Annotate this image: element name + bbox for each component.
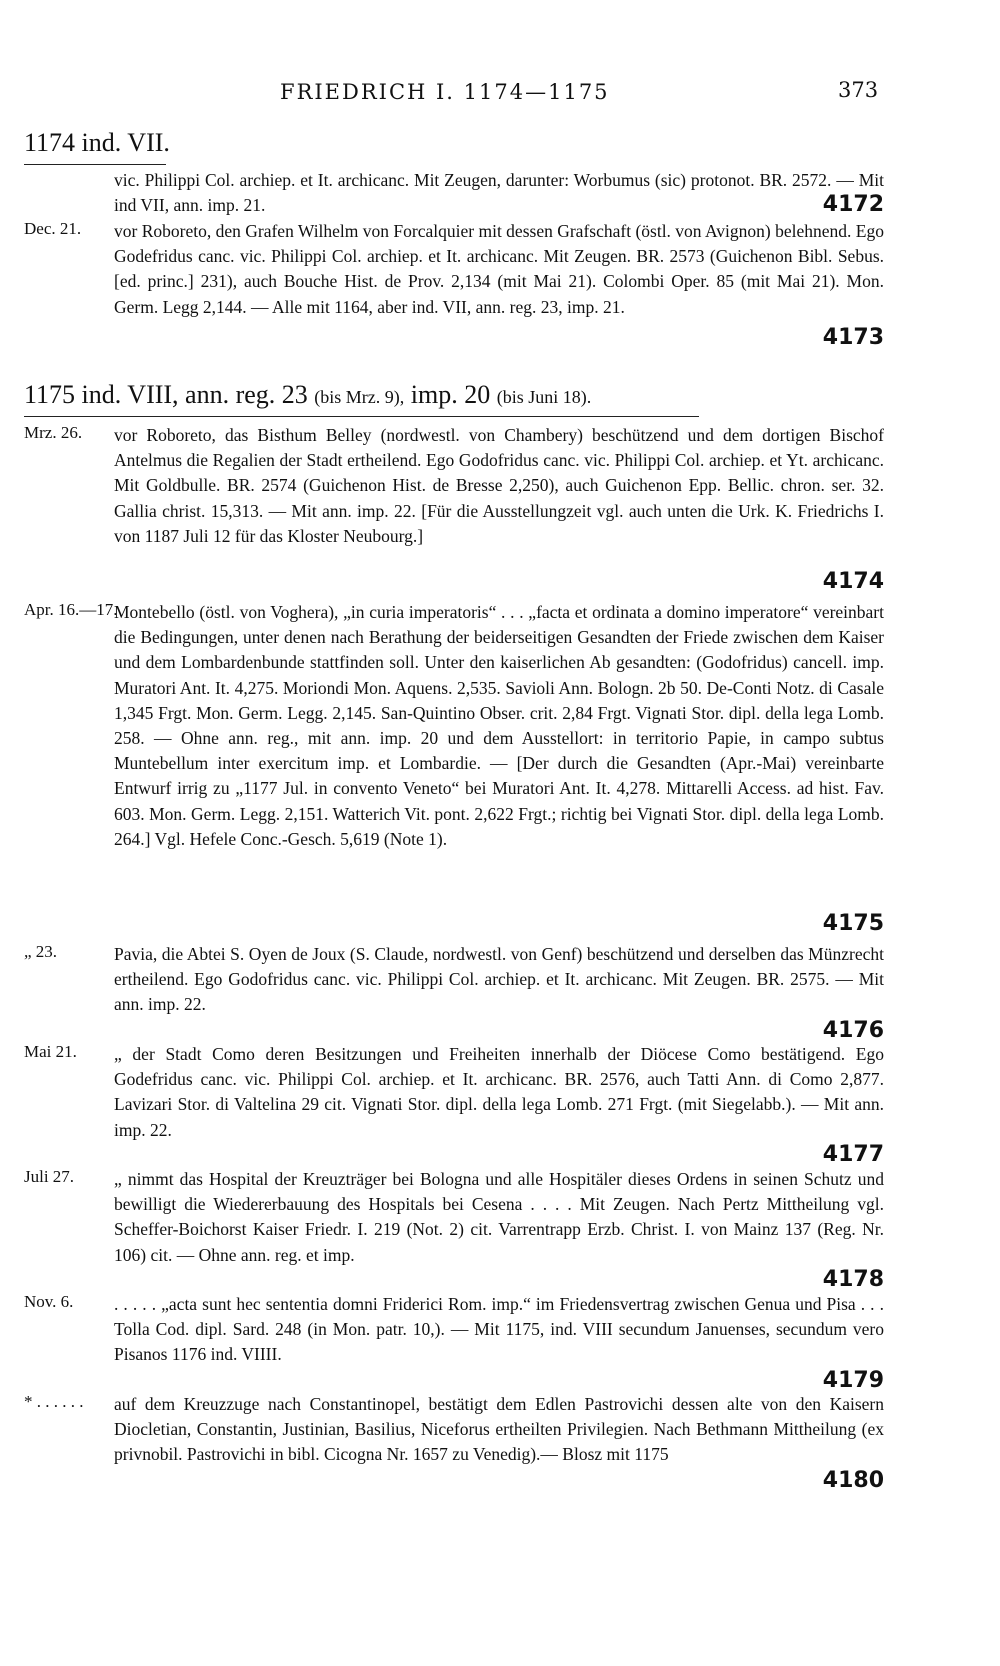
entry-text: vor Roboreto, den Grafen Wilhelm von Forcalquier mit dessen Grafschaft (östl. von Avignon) belehnend. Ego Godefridus canc. vic. Philippi Col. archiep. et It. archicanc. Mit Zeugen. BR. 2573 (Guichenon Bibl. Sebus. [ed. princ.] 231), auch Bouche Hist. de Prov. 2,134 (mit Mai 21). Colombi Oper. 85 (mit Mai 21). Mon. Germ. Legg 2,144. — Alle mit 1164, aber ind. VII, ann. reg. 23, imp. 21.	[114, 221, 884, 317]
entry-number: 4172	[822, 192, 884, 217]
entry-number: 4180	[822, 1468, 884, 1493]
entry-text: auf dem Kreuzzuge nach Constantinopel, bestätigt dem Edlen Pastrovichi dessen alte von den Kaisern Diocletian, Constantin, Justinian, Basilius, Niceforus ertheilten Privilegien. Nach Bethmann Mittheilung (ex privnobil. Pastrovichi in bibl. Cicogna Nr. 1657 zu Venedig).— Blosz mit 1175	[114, 1394, 884, 1465]
entry-date: „ 23.	[24, 942, 58, 961]
entry-date: Dec. 21.	[24, 219, 82, 238]
running-head-title: FRIEDRICH I. 1174—1175	[280, 80, 610, 104]
entry-text: „ nimmt das Hospital der Kreuzträger bei Bologna und alle Hospitäler dieses Ordens in seinen Schutz und bewilligt die Wiedererbauung des Hospitals bei Cesena . . . . Mit Zeugen. Nach Pertz Mittheilung vgl. Scheffer-Boichorst Kaiser Friedr. I. 219 (Not. 2) cit. Varrentrapp Erzb. Christ. I. von Mainz 137 (Reg. Nr. 106) cit. — Ohne ann. reg. et imp.	[114, 1169, 884, 1265]
entry-number: 4176	[822, 1018, 884, 1043]
entry-text: Montebello (östl. von Voghera), „in curia imperatoris“ . . . „facta et ordinata a domino imperatore“ vereinbart die Bedingungen, unter denen nach Berathung der beiderseitigen Gesandten der Friede zwischen dem Kaiser und dem Lombardenbunde stattfinden soll. Unter den kaiserlichen Ab gesandten: (Godofridus) cancell. imp. Muratori Ant. It. 4,275. Moriondi Mon. Aquens. 2,535. Savioli Ann. Bologn. 2b 50. De-Conti Notz. di Casale 1,345 Frgt. Mon. Germ. Legg. 2,145. San-Quintino Obser. crit. 2,84 Frgt. Vignati Stor. dipl. della lega Lomb. 258. — Ohne ann. reg., mit ann. imp. 20 und dem Ausstellort: in territorio Papie, in campo subtus Muntebellum inter exercitum imp. et Lombardie. — [Der durch die Gesandten (Apr.-Mai) vereinbarte Entwurf irrig zu „1177 Jul. in convento Veneto“ bei Muratori Ant. It. 4,278. Mittarelli Access. ad hist. Fav. 603. Mon. Germ. Legg. 2,151. Watterich Vit. pont. 2,622 Frgt.; richtig bei Vignati Stor. dipl. della lega Lomb. 264.] Vgl. Hefele Conc.-Gesch. 5,619 (Note 1).	[114, 602, 884, 849]
entry-text: Pavia, die Abtei S. Oyen de Joux (S. Claude, nordwestl. von Genf) beschützend und derselben das Münzrecht ertheilend. Ego Godofridus canc. vic. Philippi Col. archiep. et It. archicanc. Mit Zeugen. BR. 2575. — Mit ann. imp. 22.	[114, 944, 884, 1015]
entry-number: 4178	[822, 1267, 884, 1292]
entry-text: „ der Stadt Como deren Besitzungen und Freiheiten innerhalb der Diöcese Como bestätigend. Ego Godefridus canc. vic. Philippi Col. archiep. et It. archicanc. BR. 2576, auch Tatti Ann. di Como 2,877. Lavizari Stor. di Valtelina 29 cit. Vignati Stor. dipl. della lega Lomb. 271 Frgt. (mit Siegelabb.). — Mit ann. imp. 22.	[114, 1044, 884, 1140]
year-heading-rule	[24, 416, 699, 417]
year-heading-main: 1175 ind. VIII, ann. reg. 23	[24, 380, 308, 409]
entry-date: Nov. 6.	[24, 1292, 74, 1311]
entry-text: . . . . . „acta sunt hec sententia domni Friderici Rom. imp.“ im Friedensvertrag zwischen Genua und Pisa . . . Tolla Cod. dipl. Sard. 248 (in Mon. patr. 10,). — Mit 1175, ind. VIII secundum Januenses, secundum vero Pisanos 1176 ind. VIIII.	[114, 1294, 884, 1365]
entry-date: Apr. 16.—17.	[24, 600, 118, 619]
entry-date: * . . . . . .	[24, 1392, 84, 1411]
year-heading-rule	[24, 164, 166, 165]
entry-date: Juli 27.	[24, 1167, 75, 1186]
entry-date: Mrz. 26.	[24, 423, 83, 442]
year-heading-1175	[24, 380, 591, 410]
entry-text: vic. Philippi Col. archiep. et It. archicanc. Mit Zeugen, darunter: Worbumus (sic) protonot. BR. 2572. — Mit ind VII, ann. imp. 21.	[114, 170, 884, 216]
year-heading-note-2: (bis Juni 18).	[496, 387, 592, 407]
page-number: 373	[838, 78, 879, 102]
year-heading-1174: 1174 ind. VII.	[24, 128, 170, 157]
entry-number: 4173	[822, 325, 884, 350]
entry-number: 4177	[822, 1142, 884, 1167]
entry-text: vor Roboreto, das Bisthum Belley (nordwestl. von Chambery) beschützend und dem dortigen Bischof Antelmus die Regalien der Stadt ertheilend. Ego Godofridus canc. vic. Philippi Col. archiep. et Yt. archicanc. Mit Goldbulle. BR. 2574 (Guichenon Hist. de Bresse 2,250), auch Guichenon Epp. Bellic. chron. ser. 32. Gallia christ. 15,313. — Mit ann. imp. 22. [Für die Ausstellungzeit vgl. auch unten die Urk. K. Friedrichs I. von 1187 Juli 12 für das Kloster Neubourg.]	[114, 425, 884, 546]
running-head	[0, 78, 1000, 108]
entry-number: 4179	[822, 1368, 884, 1393]
year-heading-note-1: (bis Mrz. 9),	[314, 387, 405, 407]
entry-number: 4174	[822, 569, 884, 594]
entry-date: Mai 21.	[24, 1042, 77, 1061]
entry-number: 4175	[822, 911, 884, 936]
year-heading-imp: imp. 20	[410, 380, 491, 409]
